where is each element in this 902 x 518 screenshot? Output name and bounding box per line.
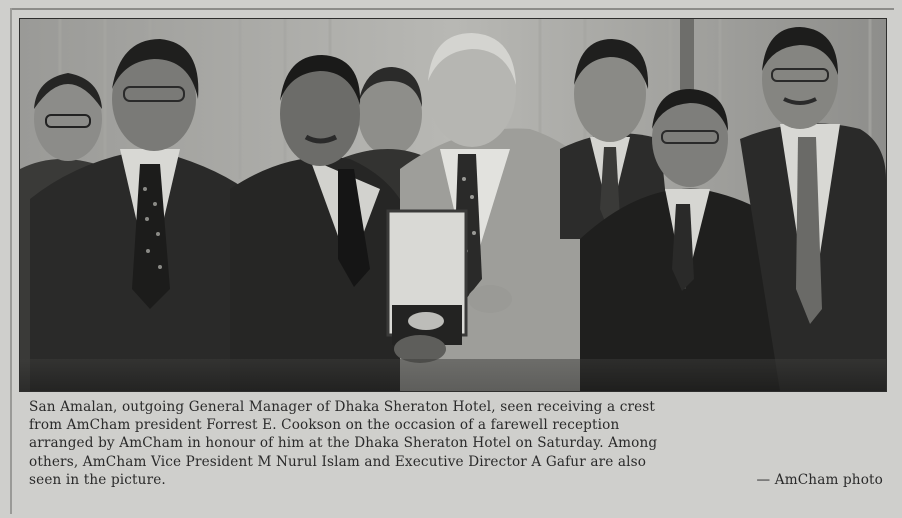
caption-last-line [29, 471, 887, 489]
group-photo [19, 18, 887, 392]
left-rule [10, 8, 12, 514]
photo-caption [29, 398, 887, 489]
caption-line-1: San Amalan, outgoing General Manager of Dhaka Sheraton Hotel, seen receiving a crest [29, 399, 656, 415]
caption-line-3: arranged by AmCham in honour of him at the Dhaka Sheraton Hotel on Saturday. Among [29, 435, 658, 452]
caption-line-2: from AmCham president Forrest E. Cookson on the occasion of a farewell reception [29, 417, 620, 434]
photo-credit: — AmCham photo [756, 471, 883, 488]
top-rule [10, 8, 894, 10]
caption-line-5: seen in the picture. [29, 471, 166, 488]
caption-line-4: others, AmCham Vice President M Nurul Islam and Executive Director A Gafur are also [29, 453, 647, 470]
crest-plaque [388, 211, 466, 345]
